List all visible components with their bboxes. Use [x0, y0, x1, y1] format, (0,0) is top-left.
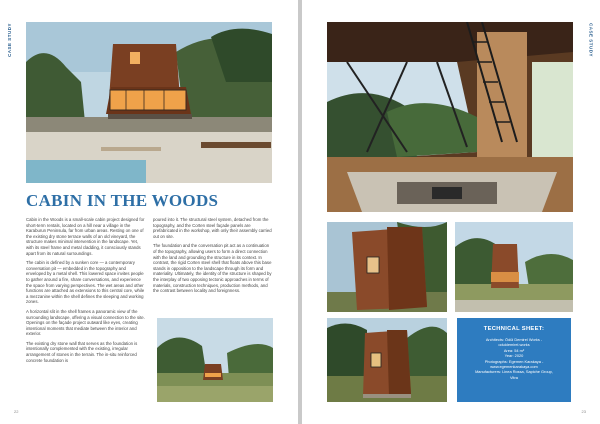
photo-cabin-landscape — [157, 318, 273, 402]
tech-line: Manufacturers: Linea Rossa, Sapiche Group, — [475, 369, 553, 375]
technical-sheet-box — [457, 318, 571, 402]
paragraph: poured into it. The structural steel system, detached from the topography, and the Corten steel façade panels are prefabricated in the workshop, with only their assembly carried out on site. — [153, 217, 272, 239]
tech-line: Photographs: Egemen Karakaya - — [484, 358, 544, 364]
photo-cabin-interior — [327, 22, 573, 212]
side-tab-label: CASE STUDY — [6, 22, 12, 57]
page-number: 22 — [14, 409, 19, 414]
paragraph: The cabin is defined by a sunken core — a contemporary conversation pit — embedded in the topography and enveloped by a metal shell. This lowered space invites people to gather around a fire, share conversations, and experience the space from varying perspectives. The wet areas and other functions are attached as extensions to this central core, while a mezzanine within the shell defines the sleeping and working zones. — [26, 260, 145, 305]
text-column-2 — [153, 217, 273, 298]
side-tab-label: CASE STUDY — [588, 22, 594, 57]
tech-line: Architects: Ödül Demirel Works - — [485, 337, 543, 342]
paragraph: The foundation and the conversation pit act as a continuation of the topography, allowing users to form a direct connection with the land and grounding the structure in its context. In contrast, the rigid Corten steel shell that floats above this base stands in opposition to the landscape through its form and materiality. Ultimately, the identity of the structure is shaped by the interplay of two opposing tectonic approaches in terms of materials, construction techniques, production methods, and the contrast between locality and foreignness. — [153, 243, 272, 294]
case-study-side-tab — [586, 20, 596, 60]
paragraph: The existing dry stone wall that serves as the foundation is intentionally complemented with the existing, irregular arrangement of stones in the terrain. The in-situ reinforced concrete foundation is — [26, 340, 138, 363]
paragraph: A horizontal slit in the shell frames a panoramic view of the surrounding landscape, offering a visual connection to the site. Openings on the façade project outward like eyes, creating intentional moments that mediate between the interior and exterior. — [26, 308, 145, 337]
case-study-side-tab — [4, 20, 14, 60]
tech-line: oduldemirel.works — [498, 342, 530, 348]
photo-cabin-hillside — [455, 222, 573, 312]
hero-photo-cabin-exterior — [26, 22, 272, 183]
photo-cabin-front — [327, 318, 447, 402]
technical-sheet-title: TECHNICAL SHEET: — [483, 326, 545, 332]
tech-line: www.egemenkarakaya.com — [490, 364, 538, 370]
tech-line: Year: 2020 — [504, 353, 524, 359]
tech-line: Area: 54 m² — [503, 347, 525, 353]
text-column-1 — [26, 217, 146, 367]
photo-cabin-facade — [327, 222, 447, 312]
page-number: 23 — [581, 409, 586, 414]
tech-line: Vitra — [510, 374, 518, 380]
right-page — [302, 0, 600, 424]
article-title: CABIN IN THE WOODS — [26, 191, 219, 210]
left-page — [0, 0, 298, 424]
paragraph: Cabin in the Woods is a small-scale cabin project designed for short-term rentals, located on a hill near a village in the Karaburun Peninsula, far from urban areas. Resting on one of the existing dry stone terrace walls of an old vineyard, the structure makes minimal intervention in the landscape. Yet, with its steel frame and metal cladding, it consciously stands apart from its natural surroundings. — [26, 217, 145, 256]
